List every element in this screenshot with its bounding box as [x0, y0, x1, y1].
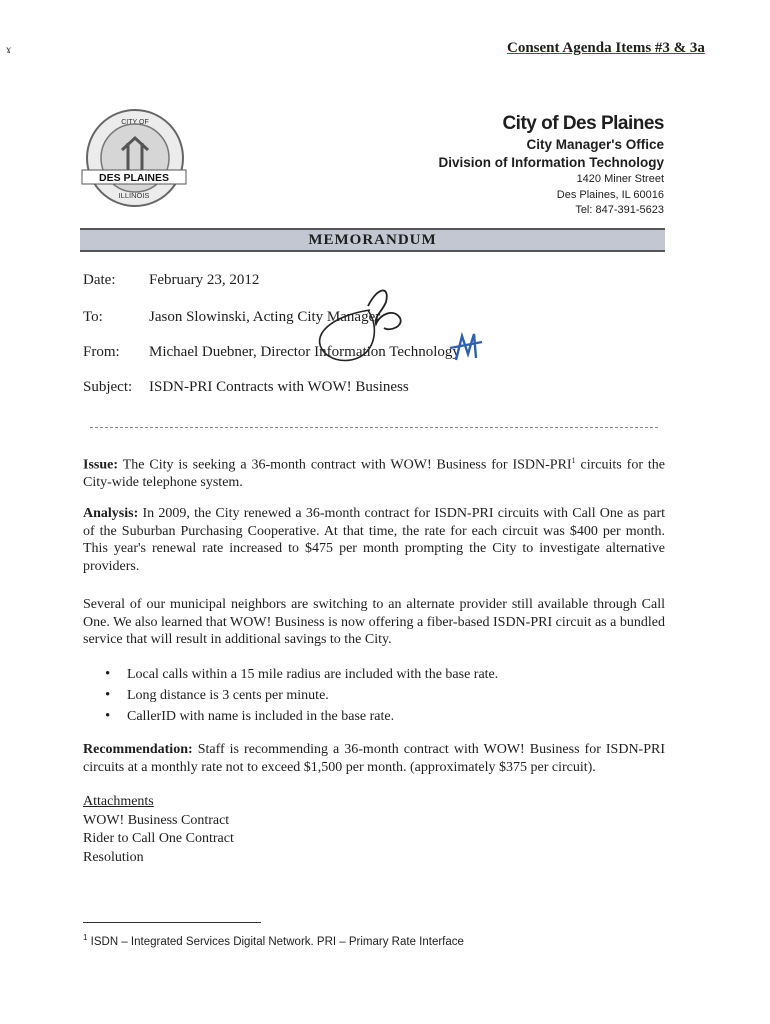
bullet-dot-icon: • [105, 687, 111, 703]
attachments-heading: Attachments [83, 794, 154, 809]
issue-paragraph [83, 452, 665, 492]
to-value: Jason Slowinski, Acting City Manager [149, 309, 381, 325]
bullet-text: Local calls within a 15 mile radius are included with the base rate. [127, 667, 499, 682]
issue-text-a: The City is seeking a 36-month contract with WOW! Business for ISDN-PRI [122, 457, 572, 473]
memorandum-title: MEMORANDUM [308, 232, 437, 248]
issue-text-b: circuits for the City-wide telephone system. [83, 457, 666, 491]
footnote-marker: 1 [83, 933, 88, 942]
date-value: February 23, 2012 [149, 272, 260, 288]
providers-paragraph: Several of our municipal neighbors are switching to an alternate provider still available through Call One. We also learned that WOW! Business is now offering a fiber-based ISDN-PRI circuit as a bundled service that will result in additional savings to the City. [83, 597, 665, 647]
seal-state-text: ILLINOIS [118, 191, 150, 200]
letterhead-address-line1: 1420 Miner Street [576, 173, 664, 185]
bullet-dot-icon: • [105, 708, 111, 724]
bullet-dot-icon: • [105, 666, 111, 682]
attachment-item: WOW! Business Contract [83, 812, 230, 828]
letterhead-phone: Tel: 847-391-5623 [575, 204, 664, 216]
letterhead-office: City Manager's Office [526, 137, 664, 152]
list-item [105, 687, 498, 708]
seal-top-text: CITY OF [121, 119, 149, 126]
consent-agenda-note: Consent Agenda Items #3 & 3a [507, 40, 705, 56]
bullet-text: Long distance is 3 cents per minute. [127, 688, 329, 703]
attachment-item: Resolution [83, 849, 144, 865]
footnote [83, 933, 464, 948]
attachments-section [83, 793, 234, 867]
from-value: Michael Duebner, Director Information Technology [149, 344, 460, 360]
bullet-list [105, 666, 498, 729]
list-item [105, 666, 498, 687]
letterhead-city: City of Des Plaines [502, 113, 664, 134]
recommendation-label: Recommendation: [83, 742, 193, 757]
footnote-text: ISDN – Integrated Services Digital Network. PRI – Primary Rate Interface [90, 935, 464, 948]
memorandum-bar [80, 228, 665, 252]
issue-label: Issue: [83, 457, 119, 473]
analysis-text: In 2009, the City renewed a 36-month contract for ISDN-PRI circuits with Call One as part of the Suburban Purchasing Cooperative. At that time, the rate for each circuit was $400 per month. This year's renewal rate increased to $475 per month prompting the City to investigate alternative providers. [83, 506, 666, 574]
attachment-item: Rider to Call One Contract [83, 831, 234, 846]
from-label: From: [83, 344, 120, 360]
letterhead-address-line2: Des Plaines, IL 60016 [556, 189, 664, 201]
footnote-rule [83, 922, 261, 923]
bullet-text: CallerID with name is included in the base rate. [127, 709, 395, 724]
analysis-label: Analysis: [83, 506, 139, 521]
to-label: To: [83, 309, 103, 325]
initials-md [450, 334, 482, 360]
date-label: Date: [83, 272, 116, 288]
recommendation-paragraph [83, 741, 665, 776]
analysis-paragraph [83, 505, 665, 575]
letterhead-division: Division of Information Technology [438, 155, 664, 170]
city-seal-logo [80, 108, 190, 218]
subject-label: Subject: [83, 379, 133, 395]
initials-loop [320, 310, 375, 360]
list-item [105, 708, 498, 729]
seal-name-text: DES PLAINES [98, 172, 170, 184]
handwritten-initials-signature [290, 276, 500, 386]
subject-value: ISDN-PRI Contracts with WOW! Business [149, 379, 409, 395]
recommendation-text: Staff is recommending a 36-month contract with WOW! Business for ISDN-PRI circuits at a monthly rate not to exceed $1,500 per month. (approximately $375 per circuit). [83, 742, 666, 775]
scan-mark: ɤ [6, 42, 12, 56]
issue-footnote-ref: 1 [571, 456, 576, 465]
separator-line [90, 427, 658, 428]
